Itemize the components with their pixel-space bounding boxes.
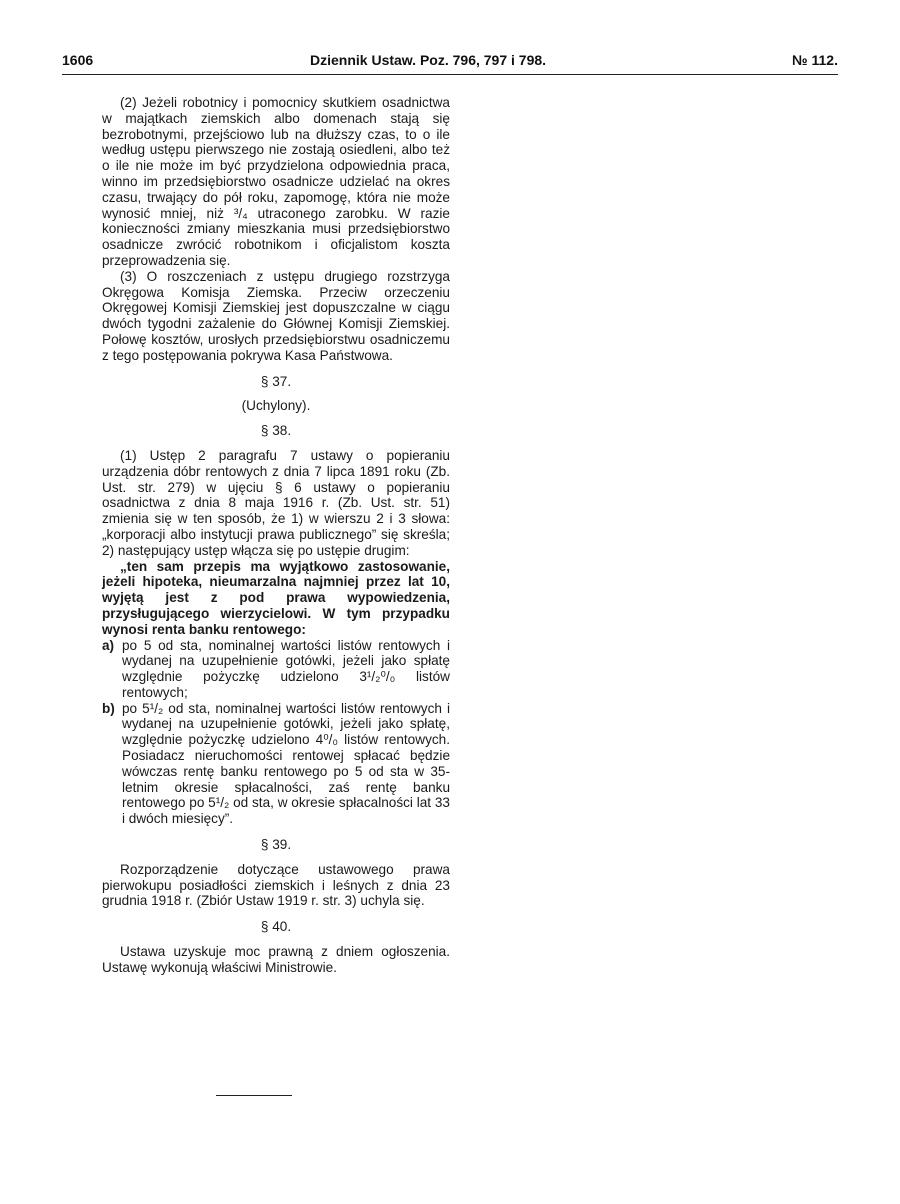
list-item-a [102,638,450,701]
paragraph-39: Rozporządzenie dotyczące ustawowego prawa pierwokupu posiadłości ziemskich i leśnych z dnia 23 grudnia 1918 r. (Zbiór Ustaw 1919 r. str. 3) uchyla się. [102,861,450,909]
list-label-a: a) [102,637,115,653]
end-rule [216,1095,292,1096]
paragraph-40: Ustawa uzyskuje moc prawną z dniem ogłoszenia. Ustawę wykonują właściwi Ministrowie. [102,944,450,975]
header-rule [62,74,838,75]
paragraph-38-1: (1) Ustęp 2 paragrafu 7 ustawy o popieraniu urządzenia dóbr rentowych z dnia 7 lipca 1891 roku (Zb. Ust. str. 279) w ujęciu § 6 ustawy o popieraniu osadnictwa z dnia 8 maja 1916 r. (Zb. Ust. str. 51) zmienia się w ten sposób, że 1) w wierszu 2 i 3 słowa: „korporacji albo instytucji prawa publicznego” się skreśla; 2) następujący ustęp włącza się po ustępie drugim: [102,447,450,558]
section-37-heading: § 37. [260,373,292,389]
section-37-note: (Uchylony). [241,398,311,414]
journal-title: Dziennik Ustaw. Poz. 796, 797 i 798. [310,52,547,68]
list-text-a: po 5 od sta, nominalnej wartości listów rentowych i wydanej na uzupełnienie gotówki, jeżeli jako spłatę względnie pożyczkę udzielono 3¹/₂⁰/₀ listów rentowych; [122,637,450,700]
section-40-heading: § 40. [260,919,292,935]
list-text-b: po 5¹/₂ od sta, nominalnej wartości listów rentowych i wydanej na uzupełnienie gotówki, jeżeli jako spłatę, względnie pożyczkę udzielono 4⁰/₀ listów rentowych. Posiadacz nieruchomości rentowej spłacać będzie wówczas rentę banku rentowego po 5 od sta w 35-letnim okresie spłacalności, zaś rentę banku rentowego po 5¹/₂ od sta, w okresie spłacalności lat 33 i dwóch miesięcy”. [122,700,450,827]
page-header [62,52,838,74]
list-item-b [102,701,450,827]
quoted-provision: „ten sam przepis ma wyjątkowo zastosowanie, jeżeli hipoteka, nieumarzalna najmniej przez lat 10, wyjętą jest z pod prawa wypowiedzenia, przysługującego wierzycielowi. W tym przypadku wynosi renta banku rentowego: [102,558,450,637]
paragraph-36-2: (2) Jeżeli robotnicy i pomocnicy skutkiem osadnictwa w majątkach ziemskich albo domenach stają się bezrobotnymi, przejściowo lub na dłuższy czas, to o ile według ustępu pierwszego nie zostają osiedleni, albo też o ile nie może im być przydzielona odpowiednia praca, winno im przedsiębiorstwo osadnicze udzielać na okres czasu, trwający do pół roku, zapomogę, która nie może wynosić mniej, niż ³/₄ utraconego zarobku. W razie konieczności zmiany mieszkania musi przedsiębiorstwo osadnicze zwrócić robotnikom i oficjalistom koszta przeprowadzenia się. [102,95,450,268]
page-number: 1606 [62,52,94,68]
section-38-heading: § 38. [260,423,292,439]
paragraph-36-3: (3) O roszczeniach z ustępu drugiego rozstrzyga Okręgowa Komisja Ziemska. Przeciw orzeczeniu Okręgowej Komisji Ziemskiej jest dopuszczalne w ciągu dwóch tygodni zażalenie do Głównej Komisji Ziemskiej. Połowę kosztów, urosłych przedsiębiorstwu osadniczemu z tego postępowania pokrywa Kasa Państwowa. [102,268,450,363]
list-label-b: b) [102,700,115,716]
issue-number: № 112. [792,52,838,68]
text-column [102,95,450,976]
section-39-heading: § 39. [260,837,292,853]
